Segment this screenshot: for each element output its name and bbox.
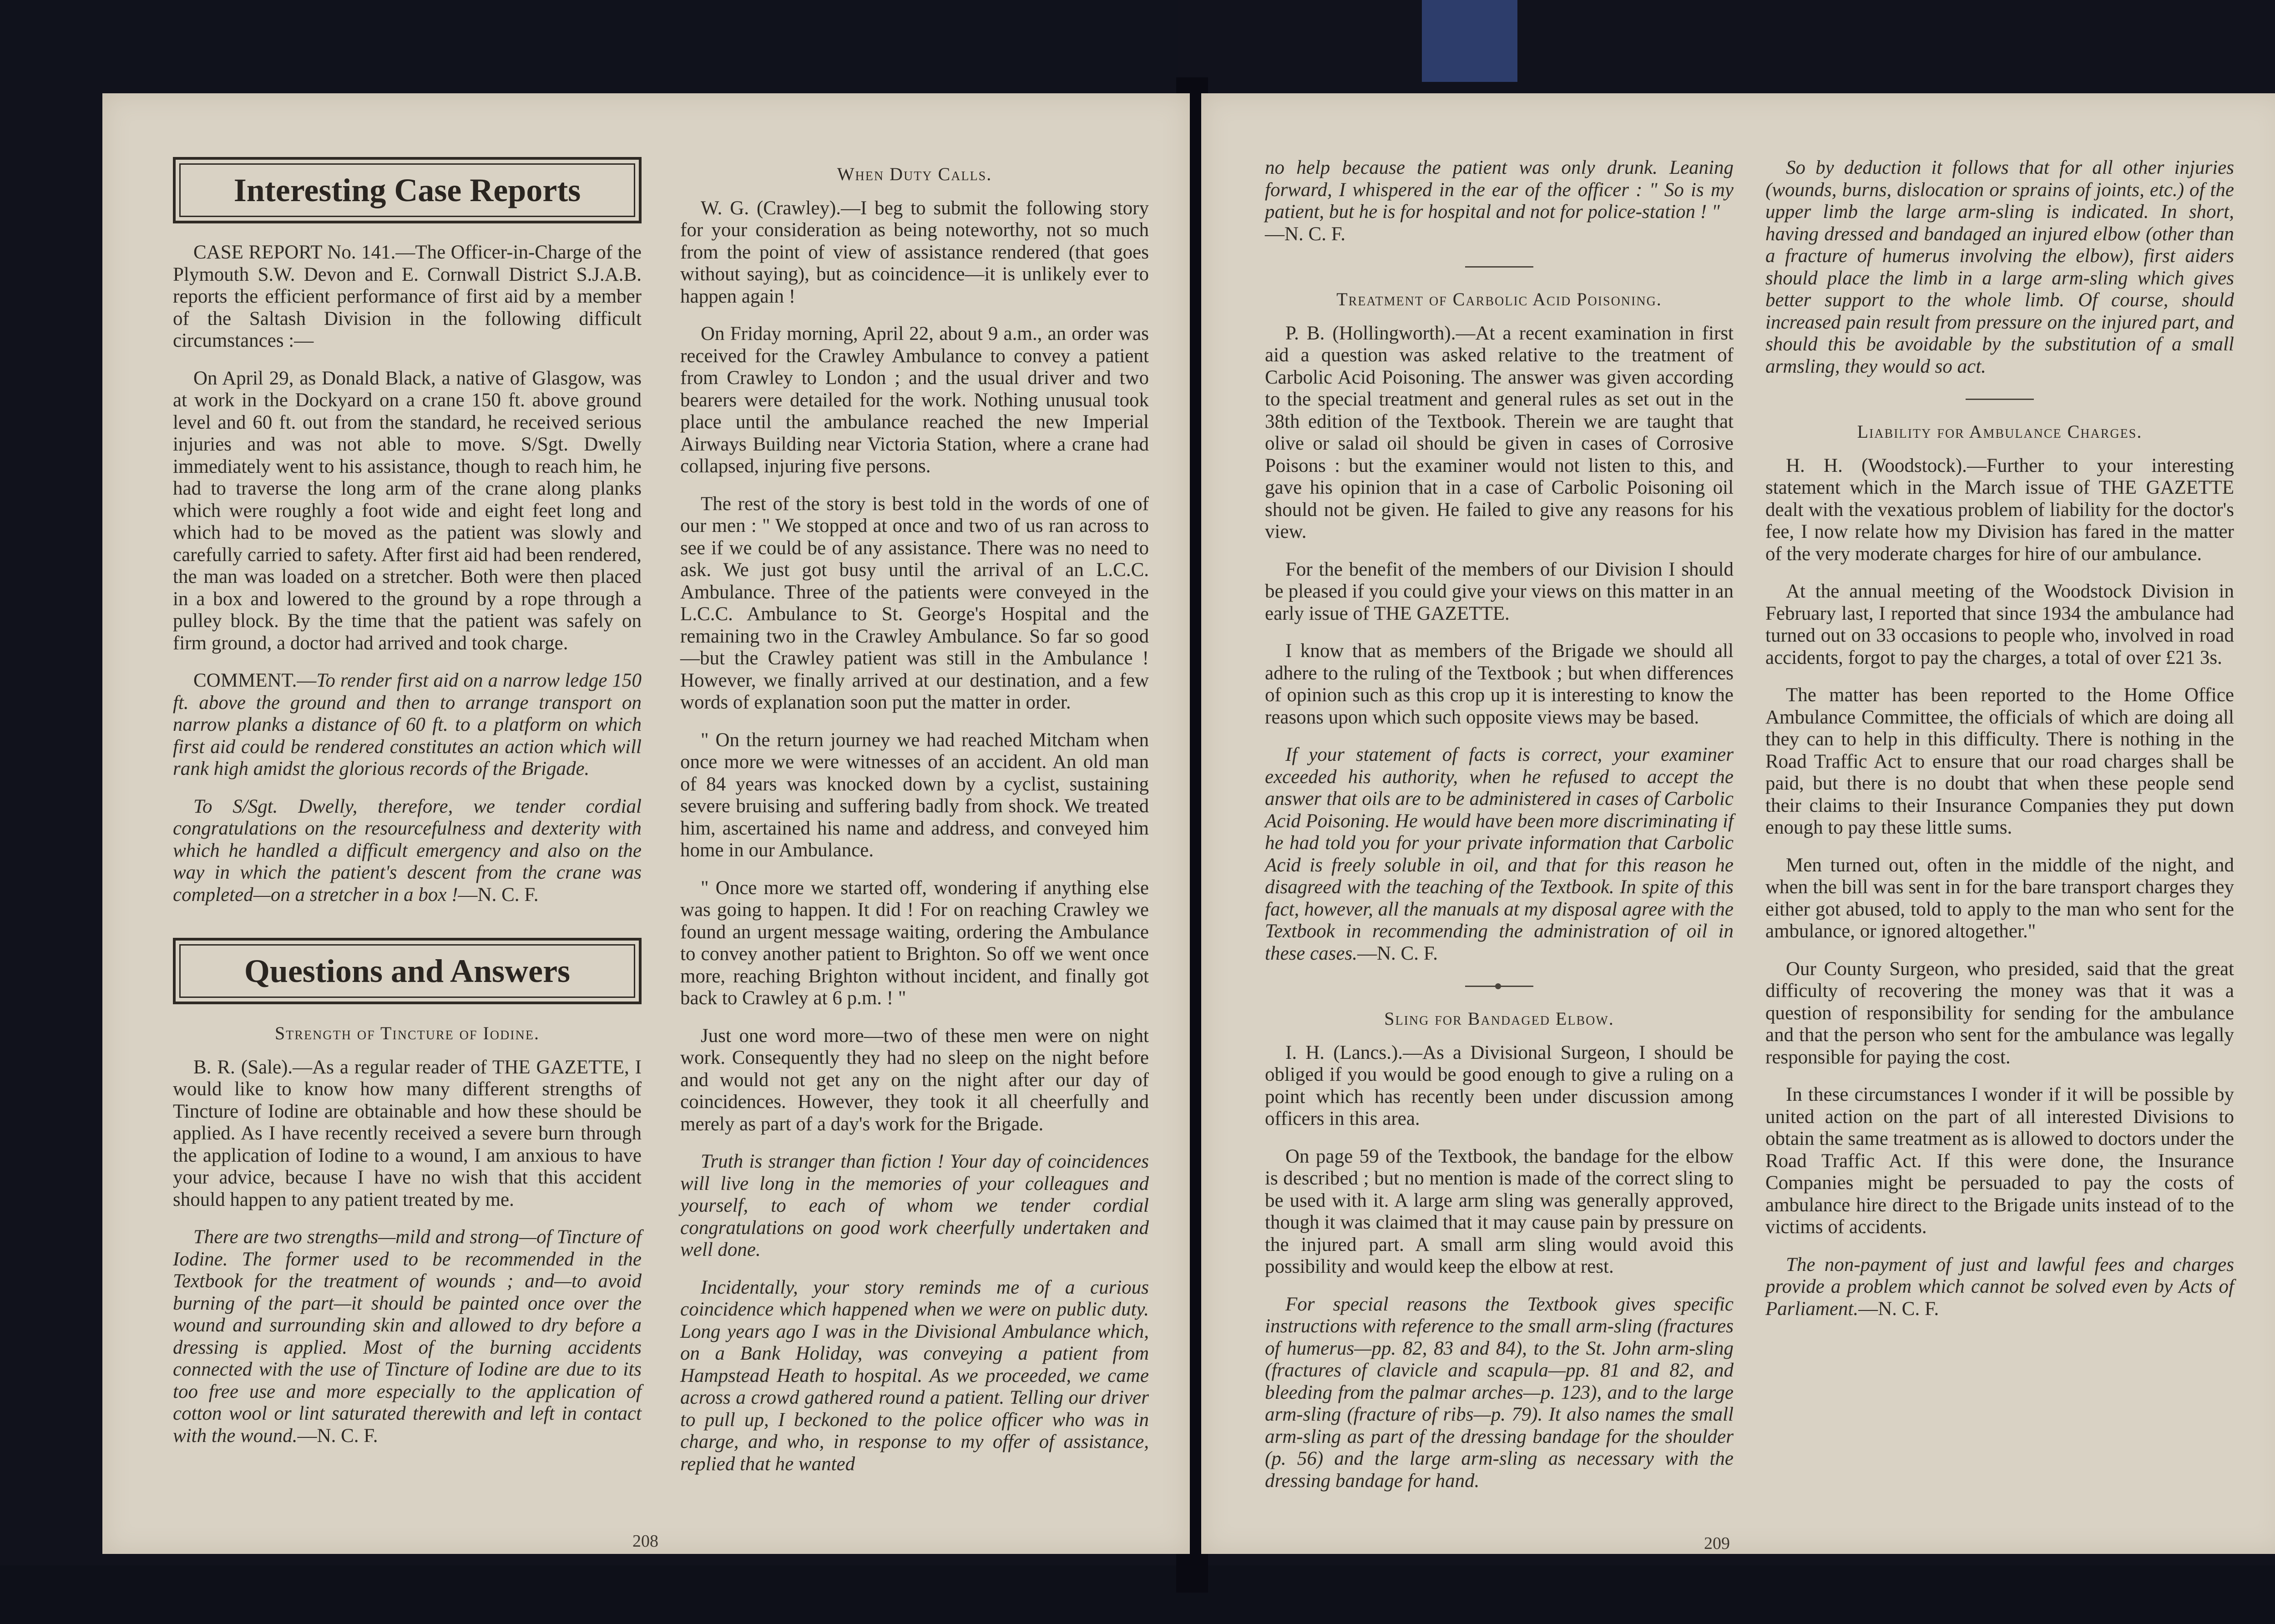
continued-signature: —N. C. F. xyxy=(1265,223,1345,245)
liability-question-1: H. H. (Woodstock).—Further to your interesting statement which in the March issue of THE GAZETTE dealt with the vexatious problem of liability for the doctor's fee, I now relate how my Division has fared in the matter of the very moderate charges for hire of our ambulance. xyxy=(1765,455,2234,565)
section-divider-dot xyxy=(1465,986,1533,987)
liability-signature: —N. C. F. xyxy=(1858,1298,1939,1320)
binding-strip-left xyxy=(0,0,1178,80)
duty-paragraph-6: Just one word more—two of these men were on night work. Consequently they had no sleep on the night before and would not get any on the night after our day of coincidences. However, they took it all cheerfully and merely as part of a day's work for the Brigade. xyxy=(680,1025,1149,1135)
sling-answer-2: So by deduction it follows that for all other injuries (wounds, burns, dislocation or sprains of joints, etc.) of the upper limb the large arm-sling is indicated. In short, having dressed and bandaged an injured elbow (other than a fracture of humerus involving the elbow), first aiders should place the limb in a large arm-sling which gives better support to the whole limb. Of course, should increased pain result from pressure on the injured part, and should this be avoidable by the substitution of a small armsling, they would so act. xyxy=(1765,157,2234,377)
binding-strip-blue xyxy=(1422,0,1517,82)
sling-question-2: On page 59 of the Textbook, the bandage for the elbow is described ; but no mention is made of the correct sling to be used with it. A large arm sling was generally approved, though it was claimed that it may cause pain by pressure on the injured part. A small arm sling would avoid this possibility and would keep the elbow at rest. xyxy=(1265,1145,1734,1277)
liability-section-title: Liability for Ambulance Charges. xyxy=(1857,421,2143,442)
binding-strip-bottom xyxy=(0,1565,2275,1624)
liability-question-6: In these circumstances I wonder if it will be possible by united action on the part of all interested Divisions to obtain the same treatment as is allowed to doctors under the Road Traffic Act. If this were done, the Insurance Companies might be persuaded to pay the costs of ambulance hire direct to the Brigade units instead of to the victims of accidents. xyxy=(1765,1084,2234,1238)
iodine-answer xyxy=(173,1226,642,1447)
right-column-2 xyxy=(1765,157,2234,1336)
iodine-answer-text: There are two strengths—mild and strong—of Tincture of Iodine. The former used to be recommended in the Textbook for the treatment of wounds ; and—to avoid burning of the part—it should be painted once over the wound and surrounding skin and allowed to dry before a dressing is applied. Most of the burning accidents connected with the use of Tincture of Iodine are due to its too free use and more especially to the application of cotton wool or lint saturated therewith and left in contact with the wound. xyxy=(173,1226,642,1447)
carbolic-question-3: I know that as members of the Brigade we should all adhere to the ruling of the Textbook ; but when differences of opinion such as this crop up it is interesting to know the reasons upon which such opposite views may be based. xyxy=(1265,640,1734,728)
case-report-paragraph-1: CASE REPORT No. 141.—The Officer-in-Charge of the Plymouth S.W. Devon and E. Cornwall District S.J.A.B. reports the efficient performance of first aid by a member of the Saltash Division in the following difficult circumstances :— xyxy=(173,242,642,351)
congrats-text: To S/Sgt. Dwelly, therefore, we tender cordial congratulations on the resourcefulness and dexterity with which he handled a difficult emergency and also on the way in which the patient's descent from the crane was completed—on a stretcher in a box ! xyxy=(173,795,642,906)
iodine-section-title: Strength of Tincture of Iodine. xyxy=(275,1023,540,1043)
sling-section-title: Sling for Bandaged Elbow. xyxy=(1384,1008,1614,1029)
carbolic-answer-text: If your statement of facts is correct, your examiner exceeded his authority, when he refused to accept the answer that oils are to be administered in cases of Carbolic Acid Poisoning. He would have been more discriminating if he had told you for your private information that Carbolic Acid is freely soluble in oil, and that for this reason he disagreed with the teaching of the Textbook. In spite of this fact, however, all the manuals at my disposal agree with the Textbook in recommending the administration of oil in these cases. xyxy=(1265,744,1734,964)
qa-heading-box xyxy=(173,938,642,1004)
duty-answer-2: Incidentally, your story reminds me of a curious coincidence which happened when we were on public duty. Long years ago I was in the Divisional Ambulance which, on a Bank Holiday, was conveying a patient from Hampstead Heath to hospital. As we proceeded, we came across a crowd gathered round a patient. Telling our driver to pull up, I beckoned to the police officer who was in charge, and who, in response to my offer of assistance, replied that he wanted xyxy=(680,1276,1149,1475)
congrats-signature: —N. C. F. xyxy=(458,884,539,906)
right-column-1 xyxy=(1265,157,1734,1508)
continued-text: no help because the patient was only drunk. Leaning forward, I whispered in the ear of the officer : " So is my patient, but he is for hospital and not for police-station ! " xyxy=(1265,157,1734,223)
page-number-right: 209 xyxy=(1704,1534,1730,1553)
comment-label: COMMENT.— xyxy=(193,670,317,691)
carbolic-question-1: P. B. (Hollingworth).—At a recent examination in first aid a question was asked relative to the treatment of Carbolic Acid Poisoning. The answer was given according to the special treatment and general rules as set out in the 38th edition of the Textbook. Therein we are taught that olive or salad oil should be given in cases of Corrosive Poisons : but the examiner would not listen to this, and gave his opinion that in a case of Carbolic Poisoning oil should not be given. He failed to give any reasons for his view. xyxy=(1265,322,1734,542)
comment-text: To render first aid on a narrow ledge 150 ft. above the ground and then to arrange transport on narrow planks a distance of 60 ft. to a platform on which first aid could be rendered constitutes an action which will rank high amidst the glorious records of the Brigade. xyxy=(173,670,642,779)
sling-question-1: I. H. (Lancs.).—As a Divisional Surgeon, I should be obliged if you would be good enough to give a ruling on a point which has recently been under discussion among officers in this area. xyxy=(1265,1042,1734,1129)
carbolic-question-2: For the benefit of the members of our Division I should be pleased if you could give your views on this matter in an early issue of THE GAZETTE. xyxy=(1265,558,1734,624)
section-divider xyxy=(1465,266,1533,268)
left-page xyxy=(102,93,1190,1554)
duty-paragraph-4: " On the return journey we had reached Mitcham when once more we were witnesses of an accident. An old man of 84 years was knocked down by a cyclist, sustaining severe bruising and suffering badly from shock. We treated him, ascertained his name and address, and conveyed him home in our Ambulance. xyxy=(680,729,1149,861)
duty-paragraph-2: On Friday morning, April 22, about 9 a.m., an order was received for the Crawley Ambulance to convey a patient from Crawley to London ; and the usual driver and two bearers were detailed for the work. Nothing unusual took place until the ambulance reached the new Imperial Airways Building near Victoria Station, where a crane had collapsed, injuring five persons. xyxy=(680,323,1149,477)
duty-paragraph-1: W. G. (Crawley).—I beg to submit the following story for your consideration as being noteworthy, not so much from the point of view of assistance rendered (that goes without saying), but as coincidence—it is unlikely ever to happen again ! xyxy=(680,197,1149,307)
liability-answer-text: The non-payment of just and lawful fees and charges provide a problem which cannot be solved even by Acts of Parliament. xyxy=(1765,1254,2234,1320)
liability-question-2: At the annual meeting of the Woodstock Division in February last, I reported that since 1934 the ambulance had turned out on 33 occasions to people who, involved in road accidents, forgot to pay the charges, a total of over £21 3s. xyxy=(1765,581,2234,668)
qa-heading: Questions and Answers xyxy=(179,944,635,998)
case-reports-heading: Interesting Case Reports xyxy=(179,163,635,217)
carbolic-answer xyxy=(1265,744,1734,965)
section-divider xyxy=(1966,399,2034,400)
liability-question-5: Our County Surgeon, who presided, said that the great difficulty of recovering the money was that it was a question of responsibility for sending for the ambulance and that the person who sent for the ambulance was legally responsible for paying the cost. xyxy=(1765,958,2234,1068)
sling-answer-1: For special reasons the Textbook gives specific instructions with reference to the small arm-sling (fractures of humerus—pp. 82, 83 and 84), to the St. John arm-sling (fractures of clavicle and scapula—pp. 81 and 82, and bleeding from the palmar arches—p. 123), and to the large arm-sling (fracture of ribs—p. 79). It also names the small arm-sling as part of the dressing bandage for the shoulder (p. 56) and the large arm-sling as necessary with the dressing bandage for hand. xyxy=(1265,1293,1734,1492)
duty-paragraph-5: " Once more we started off, wondering if anything else was going to happen. It did ! For on reaching Crawley we found an urgent message waiting, ordering the Ambulance to convey another patient to Brighton. So off we went once more, reaching Brighton without incident, and finally got back to Crawley at 6 p.m. ! " xyxy=(680,877,1149,1009)
iodine-signature: —N. C. F. xyxy=(297,1425,378,1447)
continued-paragraph xyxy=(1265,157,1734,245)
liability-question-4: Men turned out, often in the middle of the night, and when the bill was sent in for the bare transport charges they either got abused, told to apply to the man who sent for the ambulance, or ignored altogether." xyxy=(1765,854,2234,942)
carbolic-section-title: Treatment of Carbolic Acid Poisoning. xyxy=(1336,289,1662,309)
case-report-paragraph-2: On April 29, as Donald Black, a native of Glasgow, was at work in the Dockyard on a crane 150 ft. above ground level and 60 ft. out from the standard, he received serious injuries and was not able to move. S/Sgt. Dwelly immediately went to his assistance, though to reach him, he had to traverse the long arm of the crane along planks which were roughly a foot wide and eight feet long and which had to be moved as the patient was slowly and carefully carried to safety. After first aid had been rendered, the man was loaded on a stretcher. Both were then placed in a box and lowered to the ground by a rope through a pulley block. By the time that the patient was safely on firm ground, a doctor had arrived and took charge. xyxy=(173,367,642,654)
comment-paragraph xyxy=(173,670,642,780)
carbolic-signature: —N. C. F. xyxy=(1357,942,1438,964)
iodine-question: B. R. (Sale).—As a regular reader of THE GAZETTE, I would like to know how many different strengths of Tincture of Iodine are obtainable and how these should be applied. As I have recently received a severe burn through the application of Iodine to a wound, I am anxious to have your advice, because I have no wish that this accident should happen to any patient treated by me. xyxy=(173,1056,642,1210)
case-reports-heading-box xyxy=(173,157,642,223)
duty-section-title: When Duty Calls. xyxy=(837,164,992,184)
page-number-left: 208 xyxy=(632,1532,658,1551)
duty-paragraph-3: The rest of the story is best told in the words of one of our men : " We stopped at once and two of us ran across to see if we could be of any assistance. There was no need to ask. We just got busy until the arrival of an L.C.C. Ambulance. Three of the patients were conveyed in the L.C.C. Ambulance to St. George's Hospital and the remaining two in the Crawley Ambulance. So far so good—but the Crawley patient was still in the Ambulance ! However, we finally arrived at our destination, and a few words of explanation soon put the matter in order. xyxy=(680,493,1149,713)
liability-answer xyxy=(1765,1254,2234,1320)
left-column-2 xyxy=(680,157,1149,1491)
congrats-paragraph xyxy=(173,796,642,906)
liability-question-3: The matter has been reported to the Home Office Ambulance Committee, the officials of which are doing all they can to help in this difficulty. There is nothing in the Road Traffic Act to ensure that our road charges shall be paid, but there is no doubt that when these people send their claims to their Insurance Companies they put down enough to pay these little sums. xyxy=(1765,684,2234,838)
right-page xyxy=(1201,93,2275,1554)
duty-answer-1: Truth is stranger than fiction ! Your day of coincidences will live long in the memories of your colleagues and yourself, to each of whom we tender cordial congratulations on good work cheerfully undertaken and well done. xyxy=(680,1151,1149,1260)
left-column-1 xyxy=(173,157,642,1462)
